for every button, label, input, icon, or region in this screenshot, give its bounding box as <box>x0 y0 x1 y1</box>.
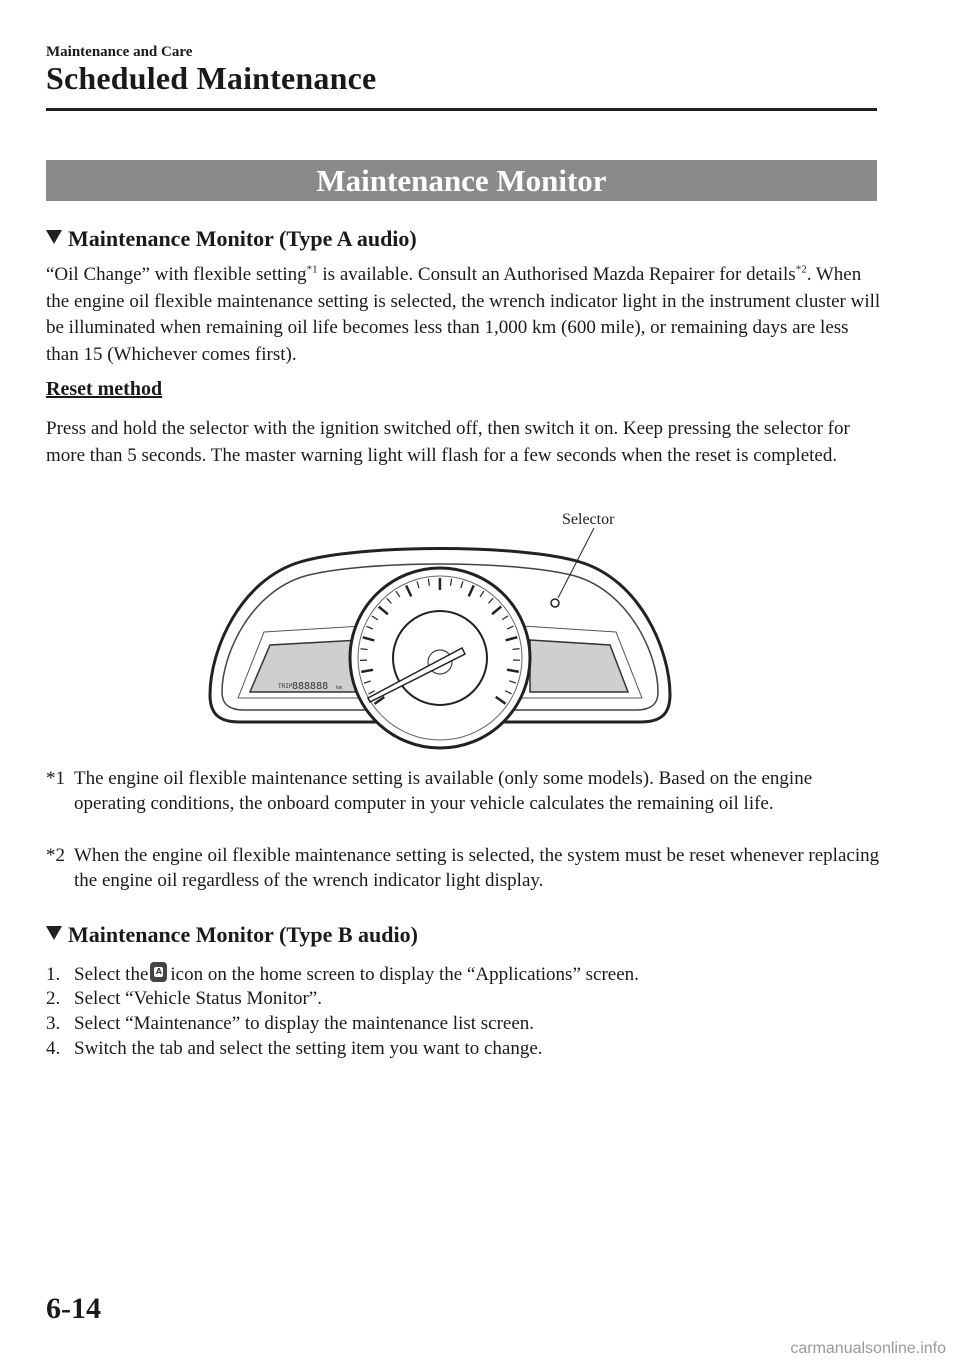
step-4-text: Switch the tab and select the setting item you want to change. <box>74 1038 543 1059</box>
footnote-1 <box>46 766 886 816</box>
applications-icon-letter: A <box>155 967 162 976</box>
intro-text-1: “Oil Change” with flexible setting <box>46 264 307 285</box>
intro-text-3: . When the engine oil flexible maintenance setting is selected, the wrench indicator light in the instrument cluster will be illuminated when remaining oil life becomes less than 1,000 km (600 mile), or remaining days are less than 15 (Whichever comes first). <box>46 264 881 365</box>
footnote-1-mark: *1 <box>46 768 65 789</box>
step-1-text-post: icon on the home screen to display the “Applications” screen. <box>170 964 639 985</box>
selector-label: Selector <box>562 511 615 528</box>
step-3-text: Select “Maintenance” to display the maintenance list screen. <box>74 1013 535 1034</box>
title-rule <box>46 108 877 111</box>
section-label: Maintenance and Care <box>46 44 193 60</box>
display-trip-label: TRIP <box>278 683 293 690</box>
page-number: 6-14 <box>46 1292 101 1325</box>
triangle-bullet-icon <box>46 230 62 244</box>
selector-knob <box>551 599 559 607</box>
heading-type-b <box>46 922 418 948</box>
watermark: carmanualsonline.info <box>790 1340 946 1357</box>
step-3-number: 3. <box>46 1013 61 1034</box>
step-2 <box>46 987 322 1011</box>
footnote-2-mark: *2 <box>46 845 65 866</box>
reset-method-heading: Reset method <box>46 378 163 400</box>
display-odometer: 888888 <box>292 681 329 692</box>
intro-paragraph <box>46 262 881 368</box>
display-unit: km <box>336 685 343 691</box>
footnote-ref-1: *1 <box>306 263 318 276</box>
footnote-ref-2: *2 <box>795 263 807 276</box>
speedometer-hub <box>393 611 487 705</box>
footnote-1-text: The engine oil flexible maintenance setting is available (only some models). Based on the engine operating conditions, the onboard computer in your vehicle calculates the remaining oil life. <box>74 768 813 814</box>
page-title: Scheduled Maintenance <box>46 60 377 96</box>
gauge-tick <box>361 649 368 650</box>
heading-type-a <box>46 226 417 252</box>
instrument-cluster-illustration <box>200 500 680 750</box>
applications-icon <box>150 962 167 982</box>
heading-type-a-text: Maintenance Monitor (Type A audio) <box>68 226 417 251</box>
footnote-2 <box>46 843 886 893</box>
footnote-2-text: When the engine oil flexible maintenance setting is selected, the system must be reset whenever replacing the engine oil regardless of the wrench indicator light display. <box>74 845 880 891</box>
triangle-bullet-icon <box>46 926 62 940</box>
step-4-number: 4. <box>46 1038 61 1059</box>
step-2-text: Select “Vehicle Status Monitor”. <box>74 988 322 1009</box>
section-banner: Maintenance Monitor <box>46 160 877 201</box>
reset-paragraph: Press and hold the selector with the ignition switched off, then switch it on. Keep pressing the selector for more than 5 seconds. The master warning light will flash for a few seconds when the reset is completed. <box>46 418 850 466</box>
step-4 <box>46 1037 543 1061</box>
step-3 <box>46 1012 534 1036</box>
step-1-text-pre: Select the <box>74 964 149 985</box>
gauge-tick <box>512 649 519 650</box>
intro-text-2: is available. Consult an Authorised Mazda Repairer for details <box>317 264 796 285</box>
step-1 <box>46 962 639 987</box>
heading-type-b-text: Maintenance Monitor (Type B audio) <box>68 922 418 947</box>
step-1-number: 1. <box>46 964 61 985</box>
step-2-number: 2. <box>46 988 61 1009</box>
